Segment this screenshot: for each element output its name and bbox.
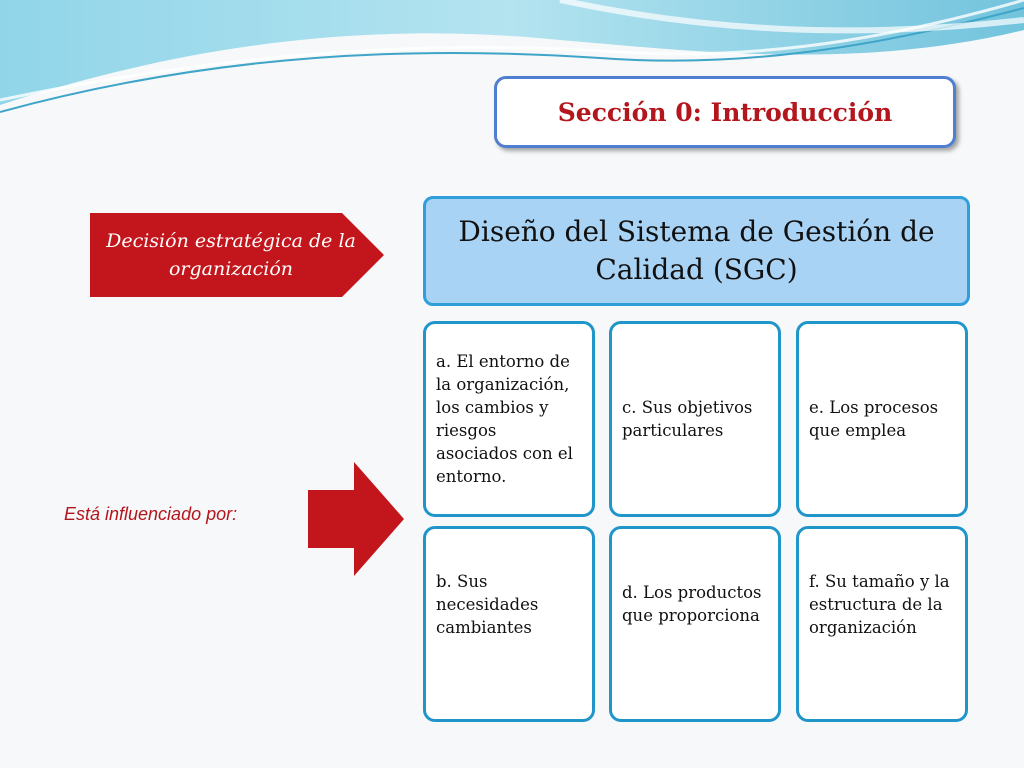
decision-label: Decisión estratégica de la organización [106, 230, 356, 280]
factor-box-e [796, 321, 968, 517]
decision-pentagon [90, 213, 384, 297]
main-title-box: Diseño del Sistema de Gestión de Calidad (SGC) [423, 196, 970, 306]
factor-text: e. Los procesos que emplea [809, 398, 939, 440]
factor-box-a [423, 321, 595, 517]
factor-text: a. El entorno de la organización, los cambios y riesgos asociados con el entorno. [436, 352, 573, 486]
factor-box-d [609, 526, 781, 722]
factor-text: d. Los productos que proporciona [622, 583, 762, 625]
factor-text: b. Sus necesidades cambiantes [436, 571, 539, 637]
factor-text: c. Sus objetivos particulares [622, 398, 753, 440]
factor-box-f [796, 526, 968, 722]
right-arrow-icon [306, 460, 406, 578]
influence-label: Está influenciado por: [64, 504, 238, 524]
section-title: Sección 0: Introducción [494, 76, 956, 148]
factor-box-c [609, 321, 781, 517]
factor-text: f. Su tamaño y la estructura de la organización [809, 571, 950, 637]
factor-box-b [423, 526, 595, 722]
